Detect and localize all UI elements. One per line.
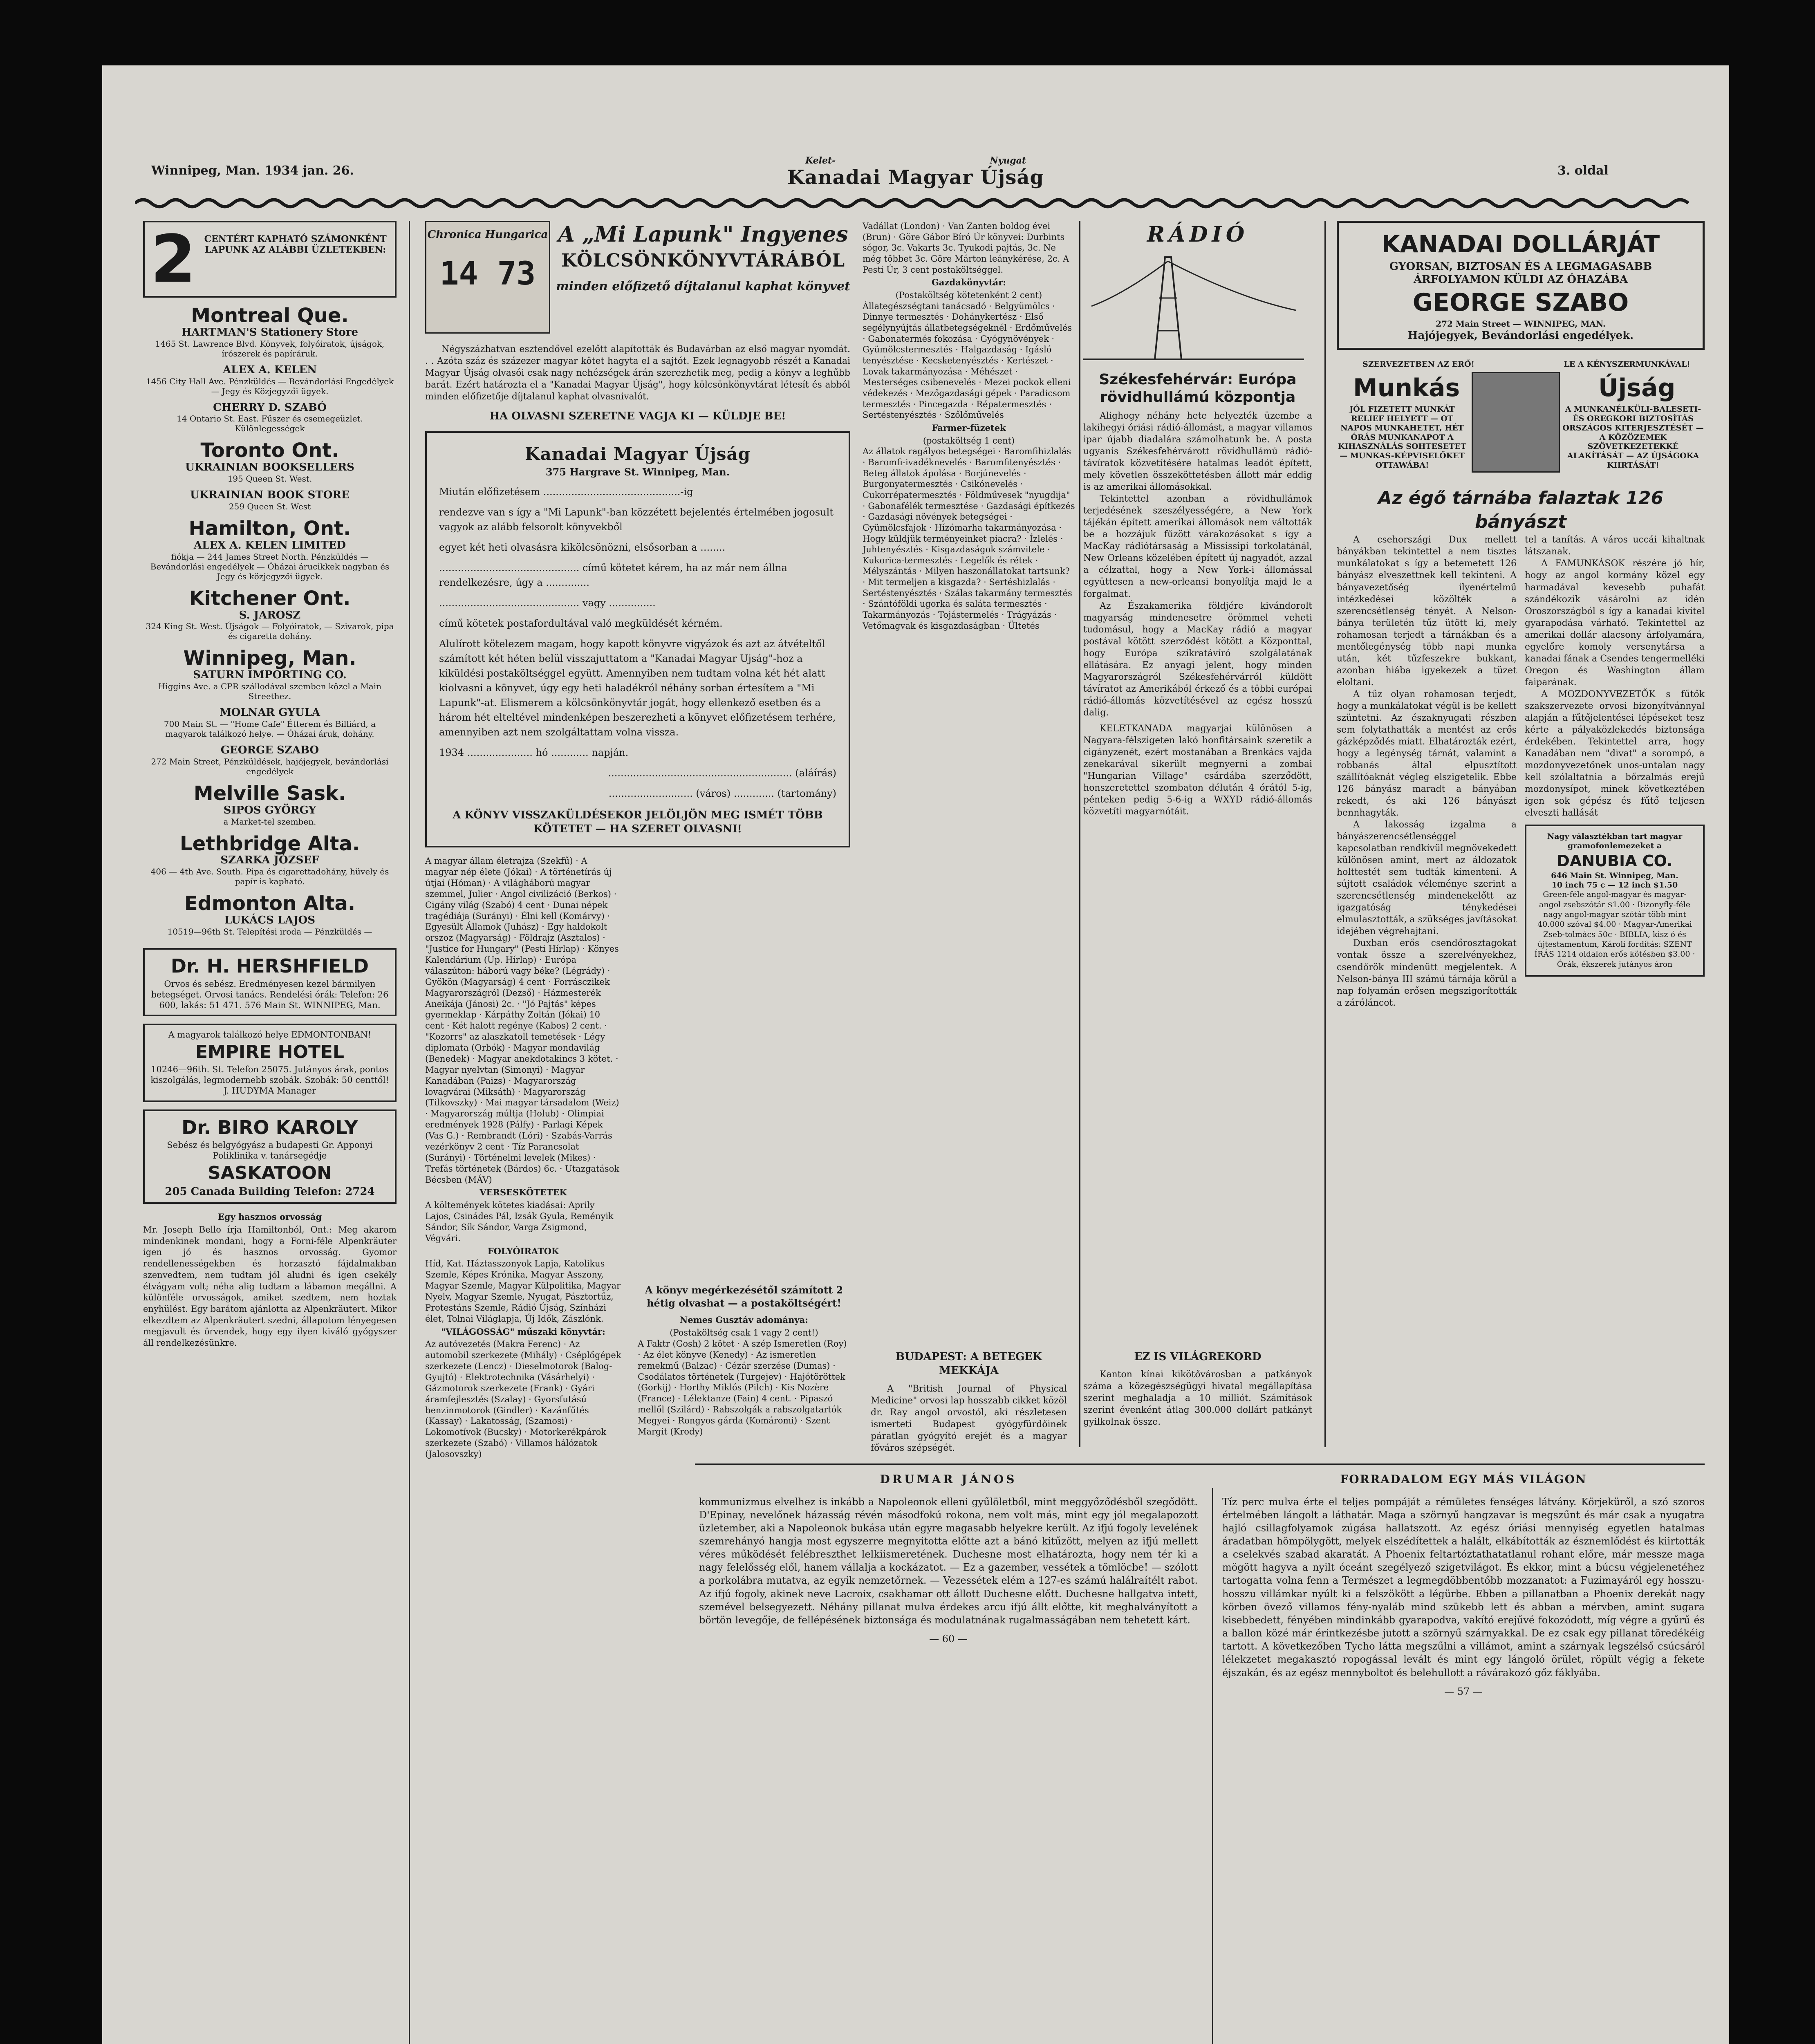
- doctor-ad-1: [143, 948, 397, 1016]
- garden-list: Állategészségtani tanácsadó · Belgyümölcs · Dinnye termesztés · Dohánykertész · Első segélynyújtás állatbetegségeknél · Erdőművelés · Gabonatermés fokozása · Gyógynövények · Gyümölcstermesztés · Halgazdaság · Igásló tenyésztése · Kecsketenyésztés · Kertészet · Lovak takarmányozása · Méhészet · Mesterséges csibenevelés · Mezei pockok elleni védekezés · Mezőgazdasági gépek · Paradicsom termesztés · Pincegazda · Répatermesztés · Sertéstenyésztés · Szőlőművelés: [863, 301, 1072, 420]
- column-library: [425, 221, 850, 2044]
- mine-body-a: A csehországi Dux mellett bányákban tekintettel a nem tisztes munkálatokat s így a betemetett 126 bányász elveszettnek kell tekinteni. A bányavezetőség ilyenértelmű intézkedései közölték a szerencsétlenség tényét. A Nelson-bánya területén tűz ütött ki, mely rohamosan terjedt a tárnákban és a mentőlegénység több napi munka után, két tűzfeszekre bukkant, azonban hiába igyekezek a tüzet eloltani.: [1337, 535, 1517, 688]
- store-name: SATURN IMPORTING CO.: [193, 669, 347, 681]
- store-info: 700 Main St. — "Home Cafe" Étterem és Billiárd, a magyarok találkozó helye. — Óházai áruk, dohány.: [164, 719, 376, 739]
- store-info: 10519—96th St. Telepítési iroda — Pénzküldés —: [167, 926, 372, 937]
- col-divider-1: [409, 221, 410, 2044]
- lower-rule: [695, 1464, 1705, 1465]
- form-signature[interactable]: ........................................................... (aláírás): [608, 767, 836, 779]
- hotel-ad: [143, 1024, 397, 1102]
- store-block: [143, 744, 397, 776]
- danubia-name: DANUBIA CO.: [1557, 852, 1673, 870]
- store-block: [143, 707, 397, 739]
- store-name: ALEX A. KELEN LIMITED: [193, 539, 346, 551]
- store-info: 14 Ontario St. East. Fűszer és csemegeüzlet. Különlegességek: [177, 414, 363, 434]
- radio-body-2: Tekintettel azonban a rövidhullámok terjedésének szeszélyességére, a New York tájékán épített amerikai állomások nem váltották be a hozzájuk fűzött várakozásokat s így a MacKay rádiótársaság a Mississipi torkolatánál, New Orleans közelében épített új nagyadót, azzal a célzattal, hogy a New York-i állomással együttesen a new-orleansi bonyolítja majd le a forgalmat.: [1083, 494, 1312, 599]
- periodicals-list: Híd, Kat. Háztasszonyok Lapja, Katolikus Szemle, Képes Krónika, Magyar Asszony, Magyar Szemle, Magyar Külpolitika, Magyar Nyelv, Magyar Szemle, Nyugat, Pásztortűz, Protestáns Szemle, Rádió Újság, Színházi élet, Tolnai Világlapja, Új Idők, Zászlónk.: [425, 1259, 621, 1324]
- store-block: [143, 518, 397, 581]
- remedy-article: [143, 1211, 397, 1349]
- order-form: [425, 431, 850, 847]
- radio-title: RÁDIÓ: [1147, 222, 1249, 247]
- remedy-title: Egy hasznos orvosság: [217, 1212, 322, 1222]
- store-city: Kitchener Ont.: [189, 587, 351, 610]
- munkas-left-body: JÓL FIZETETT MUNKÁT RELIEF HELYETT — OT NAPOS MUNKAHETET, HÉT ÓRÁS MUNKANAPOT A KIHASZNÁLÁS SOHTESETET — MUNKAS-KÉPVISELŐKET OTTAWÁBA!: [1338, 405, 1467, 470]
- munkas-right-heading: LE A KÉNYSZERMUNKÁVAL!: [1564, 360, 1690, 369]
- store-city: Winnipeg, Man.: [183, 647, 356, 670]
- mast-kelet: Kelet-: [805, 155, 836, 166]
- form-footer: A KÖNYV VISSZAKÜLDÉSEKOR JELÖLJÖN MEG ISMÉT TÖBB KÖTETET — HA SZERET OLVASNI!: [453, 809, 823, 835]
- form-line[interactable]: egyet két heti olvasásra kikölcsönözni, elsősorban a ........: [439, 541, 726, 553]
- danubia-ad: [1525, 825, 1705, 977]
- price-number: 2: [150, 221, 196, 297]
- form-line[interactable]: Miután előfizetésem ............................................-ig: [439, 486, 693, 498]
- danubia-body: Green-féle angol-magyar és magyar-angol zsebszótár $1.00 · Bizonyfly-féle nagy angol-magyar szótár több mint 40.000 szóval $4.00 · Magyar-Amerikai Zseb-tolmács 50c · BIBLIA, kisz ó és újtestamentum, Károli fordítás: SZENT ÍRÁS 1214 oldalon erős kötésben $3.00 · Órák, ékszerek jutányos áron: [1534, 890, 1695, 969]
- store-name: SZARKA JÓZSEF: [220, 854, 319, 867]
- record-heading: EZ IS VILÁGREKORD: [1134, 1351, 1262, 1363]
- drumar-article: [699, 1472, 1198, 1645]
- store-block: [143, 440, 397, 484]
- hotel-name: EMPIRE HOTEL: [195, 1041, 345, 1062]
- column-right: [1337, 221, 1705, 1009]
- store-block: [143, 402, 397, 434]
- store-name: ALEX A. KELEN: [222, 363, 317, 376]
- danubia-top: Nagy választékban tart magyar gramofonlemezeket a: [1547, 832, 1683, 850]
- doctor-2-body: Sebész és belgyógyász a budapesti Gr. Apponyi Poliklinika v. tanársegédje: [167, 1140, 373, 1161]
- dollar-title: KANADAI DOLLÁRJÁT: [1381, 230, 1660, 258]
- donors-heading: Nemes Gusztáv adománya:: [680, 1315, 808, 1325]
- budapest-article: [871, 1345, 1067, 1454]
- stores-ad: [143, 221, 397, 298]
- date-line: Winnipeg, Man. 1934 jan. 26.: [151, 164, 354, 178]
- remedy-body: Mr. Joseph Bello írja Hamiltonból, Ont.: Meg akarom mindenkinek mondani, hogy a Forni-féle Alpenkräuter igen jó és hasznos orvosság. Gyomor rendellenességekben és horzasztó fájdalmakban szenvedtem, nem tudtam jól aludni és igen csekély étvágyam volt; néha alig tudtam a lábamon megállni. A különféle orvosságok, amiket szedtem, nem hoztak enyhülést. Egy barátom ajánlotta az Alpenkräutert. Mikor elkezdtem az Alpenkräutert szedni, állapotom lényegesen megjavult és örvendek, hogy egy ilyen kiváló gyógyszer áll rendelkezésünkre.: [143, 1225, 397, 1348]
- donors-list: A Faktr (Gosh) 2 kötet · A szép Ismeretlen (Roy) · Az élet könyve (Kenedy) · Az ismeretlen remekmű (Balzac) · Cézár szerzése (Dumas) · Csodálatos történetek (Turgejev) · Hajótöröttek (Gorkij) · Horthy Miklós (Pilch) · Kis Nozère (France) · Lélektanze (Fain) 4 cent. · Pipaszó mellől (Szilárd) · Rabszolgák a rabszolgatartók Megyei · Rongyos gárda (Komáromi) · Szent Margit (Krody): [638, 1338, 847, 1437]
- mine-article: [1337, 534, 1705, 1009]
- verse-list: A költemények kötetes kiadásai: Aprily Lajos, Csinádes Pál, Izsák Gyula, Reményik Sándor, Sík Sándor, Varga Zsigmond, Végvári.: [425, 1200, 614, 1243]
- col-divider-2: [1079, 221, 1080, 1447]
- chronica-title: Chronica Hungarica: [427, 229, 548, 241]
- periodicals-heading: FOLYÓIRATOK: [487, 1246, 559, 1256]
- record-article: [1083, 1345, 1312, 1428]
- garden-note: (Postaköltség kötetenként 2 cent): [895, 290, 1042, 300]
- store-block: [143, 305, 397, 359]
- record-body: Kanton kínai kikötővárosban a patkányok száma a közegészségügyi hivatal megállapítása szerint meghaladja a 10 milliót. Számítások szerint évenként átlag 300.000 dollárt patkányt gyilkolnak össze.: [1083, 1369, 1312, 1428]
- dollar-sub: GYORSAN, BIZTOSAN ÉS A LEGMAGASABB ÁRFOLYAMON KÜLDI AZ ÓHAZÁBA: [1389, 260, 1652, 286]
- danubia-price: 10 inch 75 c — 12 inch $1.50: [1551, 880, 1678, 890]
- chronica-years: 14 73: [439, 256, 536, 293]
- dollar-foot: Hajójegyek, Bevándorlási engedélyek.: [1407, 329, 1634, 342]
- store-info: 259 Queen St. West: [229, 502, 311, 512]
- store-name: SIPOS GYÖRGY: [223, 804, 316, 816]
- budapest-body: A "British Journal of Physical Medicine" orvosi lap hosszabb cikket közöl dr. Ray angol orvostól, aki részletesen ismerteti Budapest gyógyfürdőinek páratlan gyógyító erejét és a magyar főváros szépségét.: [871, 1383, 1067, 1453]
- munkas-right-body: A MUNKANÉLKÜLI-BALESETI- ÉS OREGKORI BIZTOSÍTÁS ORSZÁGOS KITERJESZTÉSÉT — A KÖZÖZEMEK SZÖVETKEZETEKKÉ ALAKÍTÁSÁT — AZ ÚJSÁGOKA KIIRTÁSÁT!: [1562, 405, 1704, 470]
- dollar-name: GEORGE SZABO: [1412, 288, 1629, 317]
- drumar-body: kommunizmus elvelhez is inkább a Napoleonok elleni gyűlöletből, mint meggyőződésből szegődött. D'Epinay, nevelőnek házasság révén másodfokú rokona, nem volt más, mint egy jól megalapozott üzletember, aki a Napoleonok bukása után egyre magasabb helyekre került. Az ifjú fogoly levelének szemrehányó hangja most egyszerre megnyitotta előtte azt a bánó kitűzött, melyen az ifjú mellett véres működését felébreszthet lelkiismeretének. Duchesne most elhatározta, hogy nem tér ki a nagy felelősség elől, hanem vállalja a kockázatot. — Ez a gazember, vessétek a tömlöcbe! — szólott a porkolábra mutatva, az egyik nemzetőrnek. — Vezessétek elém a 127-es számú halálraítélt rabot. Az ifjú fogoly, akinek neve Lacroix, csakhamar ott állott Duchesne előtt. Duchesne hallgatva intett, szemével belsegyezett. Néhány pillanat mulva érdekes arcu ifjú állt előtte, kit meghalványított a börtön levegője, de fellépésének biztonsága és modulatnának rugalmasságában nem tehetett kárt.: [699, 1496, 1198, 1626]
- danubia-addr: 646 Main St. Winnipeg, Man.: [1551, 871, 1678, 880]
- store-block: [143, 588, 397, 641]
- mine-headline: Az égő tárnába falaztak 126 bányászt: [1378, 488, 1664, 533]
- forradalom-title: FORRADALOM EGY MÁS VILÁGON: [1340, 1472, 1587, 1486]
- form-line[interactable]: rendezve van s így a "Mi Lapunk"-ban közzétett bejelentés értelmében jogosult vagyok az alább felsorolt könyvekből: [439, 506, 834, 533]
- radio-body-3: Az Északamerika földjére kivándorolt magyarság mindenesetre örömmel veheti tudomásul, hogy a MacKay rádió a magyar postával kötött szerződést kötött a Központtal, hogy Európa szikratávíró szolgálatának ellátására. Ez anyagi jelent, hogy minden Magyarországról Székesfehérvárról küldött távíratot az Amerikából érkező és a többi európai rádió-állomás közvetítésével az egész hosszú dalig.: [1083, 601, 1312, 718]
- radio-body-1: Alighogy néhány hete helyezték üzembe a lakihegyi óriási rádió-állomást, a magyar villamos ipar újabb diadalára számolhatunk be. A posta ugyanis Székesfehérvárott rövidhullámú rádió-távíratok közvetítésére hatalmas leadót épített, mely követlen összeköttetésben állott már eddig is az amerikai állomásokkal.: [1083, 411, 1312, 493]
- munkas-title: Munkás: [1353, 374, 1460, 403]
- chronica-emblem: [425, 221, 550, 334]
- form-line[interactable]: ............................................. című kötetet kérem, ha az már nem állna rendelkezésre, úgy a ..............: [439, 562, 787, 588]
- vilag-heading: "VILÁGOSSÁG" műszaki könyvtár:: [441, 1326, 605, 1337]
- column-catalog: [863, 221, 1075, 631]
- radio-headline: Székesfehérvár: Európa rövidhullámú központja: [1099, 371, 1297, 406]
- farmer-note: (postaköltség 1 cent): [923, 435, 1015, 446]
- store-name: UKRAINIAN BOOK STORE: [190, 489, 350, 502]
- store-info: a Market-tel szemben.: [223, 816, 316, 827]
- munkas-left-heading: SZERVEZETBEN AZ ERŐ!: [1362, 360, 1474, 369]
- mine-body-b: A tűz olyan rohamosan terjedt, hogy a munkálatokat végül is be kellett szüntetni. Az északnyugati részben sem folytathatták a mentést az erős gázképződés miatt. Elhatározták ezért, hogy a legénység tárnát, valamint a robbanás által elpusztított szállítóaknát végleg elszigetelik. Ebbe 126 bányász maradt a bányában rekedt, és aki 126 bányászt bennhagyták.: [1337, 689, 1517, 818]
- farmer-heading: Farmer-füzetek: [932, 422, 1006, 433]
- store-block: [143, 833, 397, 887]
- drumar-title: DRUMAR JÁNOS: [880, 1472, 1017, 1486]
- library-headline: [556, 221, 850, 294]
- form-address: 375 Hargrave St. Winnipeg, Man.: [545, 466, 730, 478]
- radio-tower-icon: [1083, 249, 1304, 363]
- dollar-addr: 272 Main Street — WINNIPEG, MAN.: [1436, 318, 1606, 329]
- store-info: fiókja — 244 James Street North. Pénzküldés — Bevándorlási engedélyek — Óházai árucikkek nagyban és Jegy és közjegyzői ügyek.: [150, 551, 390, 581]
- mine-body-e: tel a tanítás. A város uccái kihaltnak látszanak.: [1525, 535, 1705, 557]
- hotel-body: 10246—96th. St. Telefon 25075. Jutányos árak, pontos kiszolgálás, legmodernebb szobák. Szobák: 50 centtől! J. HUDYMA Manager: [150, 1064, 389, 1096]
- store-name: GEORGE SZABO: [220, 744, 319, 756]
- form-line[interactable]: című kötetek postafordultával való megküldését kérném.: [439, 617, 723, 629]
- store-name: MOLNAR GYULA: [219, 706, 320, 719]
- famunkas-body: A FAMUNKÁSOK részére jó hír, hogy az angol kormány közel egy harmadával kevesebb puhafát szándékozik vásárolni az idén Oroszországból s így a kanadai kivitel gyarapodása várható. Tekintettel az amerikai dollár alacsony árfolyamára, egyelőre komoly versenytársa a kanadai fának a Csendes tengermelléki Oregon és Washington állam faiparának.: [1525, 558, 1705, 688]
- store-block: [143, 783, 397, 827]
- store-info: 272 Main Street, Pénzküldések, hajójegyek, bevándorlási engedélyek: [151, 756, 389, 776]
- catalog-top: Vadállat (London) · Van Zanten boldog évei (Brun) · Göre Gábor Bíró Úr könyvei: Durbints sógor, 3c. Vakarts 3c. Tyukodi pajtás, 3c. Ne még többet 3c. Göre Márton leánykérése, 2c. A Pesti Úr, 3 cent postaköltséggel.: [863, 221, 1069, 275]
- store-name: UKRAINIAN BOOKSELLERS: [185, 461, 354, 474]
- form-masthead: Kanadai Magyar Újság: [524, 444, 751, 464]
- store-info: Higgins Ave. a CPR szállodával szemben közel a Main Streethez.: [158, 681, 382, 702]
- col-divider-3: [1324, 221, 1326, 1447]
- store-name: LUKÁCS LAJOS: [224, 914, 315, 927]
- worker-image: [1472, 372, 1560, 473]
- store-info: 406 — 4th Ave. South. Pipa és cigarettadohány, hüvely és papír is kapható.: [150, 867, 389, 887]
- store-block: [143, 648, 397, 701]
- store-city: Toronto Ont.: [200, 439, 339, 462]
- forradalom-body: Tíz perc mulva érte el teljes pompáját a rémületes fenséges látvány. Körjeküről, a szó szoros értelmében lángolt a láthatár. Maga a szörnyű hangzavar is megszűnt és már csak a nyugatra hajló csillagfolyamok zúgása hallatszott. Az egész óriási mennyiség egyetlen hatalmas áradatban hömpölygött, melyek elszédítettek a halált, elkábították az észnemlődést és kiirtották a cselekvés szabad akaratát. A Phoenix feltartóztathatatlanul rohant előre, már messze maga mögött hagyva a nyilt óceánt szegélyező szigetvilágot. És ekkor, mint a búcsu végjelenetéhez tartogatta volna fenn a Természet a legmegdöbbentőbb mozzanatot: a Fuzimayáról egy hosszu-hosszu villámkar nyúlt ki a felszökött a légürbe. Ebben a pillanatban a Phoenix derekát nagy körben övező villamos fény-nyaláb mind szükebb lett és abban a mérvben, amint sugara kisebbedett, fényében mindinkább gyarapodva, vakító erejűvé fokozódott, míg végre a gyűrű és a ballon közé már érintkezésbe jutott a szörnyű szárnyakkal. De ez csak egy pillanat töredékéig tartott. A következőben Tycho látta megszűlni a villámot, amint a szárnyak legszélső csúcsáról lélekzetet megakasztó ropogással levált és mint egy lángoló örület, röpült végig a fekete éjszakán, és az egész mennyboltot és belehullott a rávárakozó gőz fáklyába.: [1222, 1496, 1705, 1679]
- mast-title: Kanadai Magyar Újság: [787, 166, 1044, 189]
- header-wave-rule: [135, 196, 1696, 210]
- store-city: Hamilton, Ont.: [188, 517, 351, 540]
- form-city[interactable]: ........................... (város) ............. (tartomány): [608, 787, 836, 799]
- store-block: [143, 893, 397, 937]
- ujsag-title: Újság: [1598, 374, 1676, 403]
- hotel-intro: A magyarok találkozó helye EDMONTONBAN!: [168, 1030, 372, 1040]
- book-note: A könyv megérkezésétől számított 2 hétig olvashat — a postaköltségért!: [645, 1284, 843, 1309]
- mozdony-body: A MOZDONYVEZETŐK s fűtők szakszervezete orvosi bizonyítvánnyal alapján a fűtőjelentései lépéseket tesz kérte a pályaközlekedés biztonsága érdekében. Tekintettel arra, hogy Kanadában nem "divat" a sorompó, a mozdonyvezetőnek unos-untalan nagy kell szólaltatnia a bőrzalmás erejű mozdonysípot, minek következtében igen sok gépész és fűtő teljesen elveszti hallását: [1525, 689, 1705, 818]
- library-title-3: minden előfizető díjtalanul kaphat könyvet: [556, 279, 850, 294]
- forradalom-article: [1222, 1472, 1705, 1698]
- doctor-2-addr: 205 Canada Building Telefon: 2724: [165, 1185, 375, 1198]
- library-intro: Négyszázhatvan esztendővel ezelőtt alapították és Budavárban az első magyar nyomdát. . . Azóta száz és százezer magyar kötet hagyta el a sajtót. Ezek legnagyobb részét a Kanadai Magyar Újság olvasói csak nagy nehézségek árán szerezhetik meg, pedig a könyv a leghűbb barát. Ezért határozta el a "Kanadai Magyar Újság", hogy kölcsönkönyvtárat létesít és abból minden előfizetője díjtalanul kaphat olvasnivalót.: [425, 344, 850, 402]
- garden-heading: Gazdakönyvtár:: [931, 277, 1006, 288]
- store-city: Montreal Que.: [191, 304, 349, 327]
- library-title-1: A „Mi Lapunk" Ingyenes: [558, 222, 848, 247]
- newspaper-page: [102, 65, 1729, 2044]
- form-lines: [439, 484, 836, 740]
- forradalom-page: — 57 —: [1444, 1685, 1483, 1697]
- mast-nyugat: Nyugat: [990, 155, 1026, 166]
- store-name: S. JAROSZ: [239, 609, 301, 621]
- store-city: Edmonton Alta.: [184, 892, 356, 915]
- mine-body-d: Duxban erős csendőrosztagokat vontak össze a szerelvényekhez, csendőrök mindenütt megjelentek. A Nelson-bánya III számú tárnája körül a nap folyamán erősen megszigorították a záróláncot.: [1337, 938, 1517, 1008]
- store-name: HARTMAN'S Stationery Store: [181, 326, 359, 338]
- masthead: [781, 155, 1051, 192]
- munkas-ad: [1337, 360, 1705, 482]
- vilag-list: Az autóvezetés (Makra Ferenc) · Az automobil szerkezete (Mihály) · Cséplőgépek szerkezete (Lencz) · Dieselmotorok (Balog-Gyujtó) · Elektrotechnika (Vásárhelyi) · Gázmotorok szerkezete (Frank) · Gyári áramfejlesztés (Szalay) · Gyorsfutású benzinmotorok (Gindler) · Kazánfűtés (Kassay) · Lakatosság, (Szamosi) · Lokomotívok (Bucsky) · Motorkerékpárok szerkezete (Szabó) · Villamos hálózatok (Jalosovszky): [425, 1339, 621, 1459]
- doctor-2-name: Dr. BIRO KAROLY: [182, 1116, 358, 1139]
- form-line[interactable]: ............................................. vagy ...............: [439, 597, 656, 609]
- store-info: 1456 City Hall Ave. Pénzküldés — Bevándorlási Engedélyek — Jegy és Közjegyzői ügyek.: [146, 376, 394, 396]
- drumar-page: — 60 —: [929, 1633, 968, 1645]
- form-line[interactable]: Alulírott kötelezem magam, hogy kapott könyvre vigyázok és azt az átvételtől számított két héten belül visszajuttatom a "Kanadai Magyar Ujság"-hoz a kiküldési postaköltséggel együtt. Amennyiben nem tudtam volna két hét alatt kiolvasni a könyvet, úgy egy heti haladékról néhány sorban értesítem a "Mi Lapunk"-at. Elismerem a kölcsönkönyvtár jogát, hogy ellenkező esetben és a három hét elteltével mindenképen beszerezheti a könyvet előfizetésem terhére, amennyiben azt nem szolgáltattam volna vissza.: [439, 638, 836, 738]
- mine-body-c: A lakosság izgalma a bányászerencsétlenséggel kapcsolatban rendkívül megnövekedett különösen amint, mert az áldozatok holttestét sem tudták kimenteni. A sújtott családok véleménye szerint a szerencsétlenség mindenekelőtt az igazgatóság ténykedései elmulasztották, a szükséges javításokat idejében végrehajtani.: [1337, 820, 1517, 937]
- book-list: A magyar állam életrajza (Szekfű) · A magyar nép élete (Jókai) · A történetírás új útjai (Hóman) · A világháború magyar szemmel, Julier · Angol civilizáció (Berkos) · Cigány világ (Szabó) 4 cent · Dunai népek tragédiája (Surányi) · Élni kell (Komárvy) · Egyesült Államok (Juhász) · Egy haldokolt orszoz (Magyarság) · Földrajz (Asztalos) · "Justice for Hungary" (Pesti Hírlap) · Könyes Kalendárium (Up. Hírlap) · Európa válaszúton: háború vagy béke? (Légrády) · Gyökön (Magyarság) 4 cent · Forrásczikek Magyarországról (Dezső) · Házmesterék Aneikája (Jánosi) 2c. · "Jó Pajtás" képes gyermeklap · Kárpáthy Zoltán (Jókai) 10 cent · Két halott regénye (Kabos) 2 cent. · "Kozorrs" az alaszkatoll temetések · Légy diplomata (Orbók) · Magyar mondavilág (Benedek) · Magyar anekdotakincs 3 kötet. · Magyar nyelvtan (Simonyi) · Magyar Kanadában (Paizs) · Magyarország lovagvárai (Miksáth) · Magyarország (Tilkovszky) · Mai magyar társadalom (Weiz) · Magyarország múltja (Holub) · Olimpiai eredmények 1928 (Pálfy) · Parlagi Képek (Vas G.) · Rembrandt (Lóri) · Szabás-Varrás vezérkönyv 2 cent · Tíz Parancsolat (Surányi) · Történelmi levelek (Mikes) · Trefás történetek (Bárdos) 6c. · Utazgatások Bécsben (MÁV): [425, 856, 619, 1185]
- store-info: 195 Queen St. West.: [227, 474, 312, 484]
- store-list: [143, 305, 397, 937]
- column-radio: [1083, 221, 1312, 818]
- dollar-ad: [1337, 221, 1705, 350]
- doctor-1-name: Dr. H. HERSHFIELD: [170, 955, 369, 977]
- doctor-2-city: SASKATOON: [208, 1162, 332, 1183]
- store-info: 324 King St. West. Újságok — Folyóiratok, — Szivarok, pipa és cigaretta dohány.: [146, 621, 394, 641]
- page-header: [102, 65, 1729, 189]
- form-date[interactable]: 1934 ..................... hó ............ napján.: [439, 746, 629, 758]
- store-city: Melville Sask.: [193, 782, 346, 805]
- store-info: 1465 St. Lawrence Blvd. Könyvek, folyóiratok, újságok, írószerek és papíráruk.: [155, 338, 385, 359]
- budapest-heading: BUDAPEST: A BETEGEK MEKKÁJA: [896, 1351, 1042, 1377]
- stores-ad-text: CENTÉRT KAPHATÓ SZÁMONKÉNT LAPUNK AZ ALÁBBI ÜZLETEKBEN:: [204, 234, 387, 256]
- store-city: Lethbridge Alta.: [180, 832, 360, 855]
- doctor-1-body: Orvos és sebész. Eredményesen kezel bármilyen betegséget. Orvosi tanács. Rendelési órák: Telefon: 26 600, lakás: 51 471. 576 Main St. WINNIPEG, Man.: [151, 979, 389, 1011]
- doctor-ad-2: [143, 1109, 397, 1204]
- library-invite: HA OLVASNI SZERETNE VAGJA KI — KÜLDJE BE!: [489, 410, 786, 423]
- library-title-2: KÖLCSÖNKÖNYVTÁRÁBÓL: [561, 250, 845, 271]
- column-stores: [143, 221, 397, 1349]
- store-block: [143, 364, 397, 396]
- store-name: CHERRY D. SZABÓ: [213, 401, 327, 414]
- radio-body-4: KELETKANADA magyarjai különösen a Nagyara-félszigeten lakó honfitársaink szeretik a cigányzenét, ezért mostanában a Brenkács vajda zenekarával sikerült megnyerni a zombai "Hungarian Village" csárdába szerződött, honszeretettel szombaton délután 4 órától 5-ig, pénteken pedig 5-6-ig a WXYD rádió-állomás közvetíti magyarnótáit.: [1083, 723, 1312, 817]
- store-block: [143, 489, 397, 511]
- farmer-list: Az állatok ragályos betegségei · Baromfihizlalás · Baromfi-ivadéknevelés · Baromfitenyésztés · Beteg állatok ápolása · Borjúnevelés · Burgonyatermesztés · Csikónevelés · Cukorrépatermesztés · Földművesek "nyugdija" · Gabonafélék termesztése · Gazdasági építkezés · Gazdasági növények betegségei · Gyümölcsfajok · Hízómarha takarmányozása · Hogy küldjük terményeinket piacra? · Ízlelés · Juhtenyésztés · Kisgazdaságok számvitele · Kukorica-termesztés · Legelők és rétek · Mélyszántás · Milyen haszonállatokat tartsunk? · Mit termeljen a kisgazda? · Sertéshizlalás · Sertéstenyésztés · Szálas takarmány termesztés · Szántóföldi ugorka és saláta termesztés · Takarmányozás · Tojástermelés · Trágyázás · Vetőmagvak és kisgazdaságban · Ültetés: [863, 446, 1075, 631]
- donors-note: (Postaköltség csak 1 vagy 2 cent!): [670, 1328, 818, 1338]
- col-divider-4: [1212, 1488, 1213, 2044]
- page-number: 3. oldal: [1557, 164, 1609, 178]
- verse-heading: VERSESKÖTETEK: [480, 1187, 567, 1198]
